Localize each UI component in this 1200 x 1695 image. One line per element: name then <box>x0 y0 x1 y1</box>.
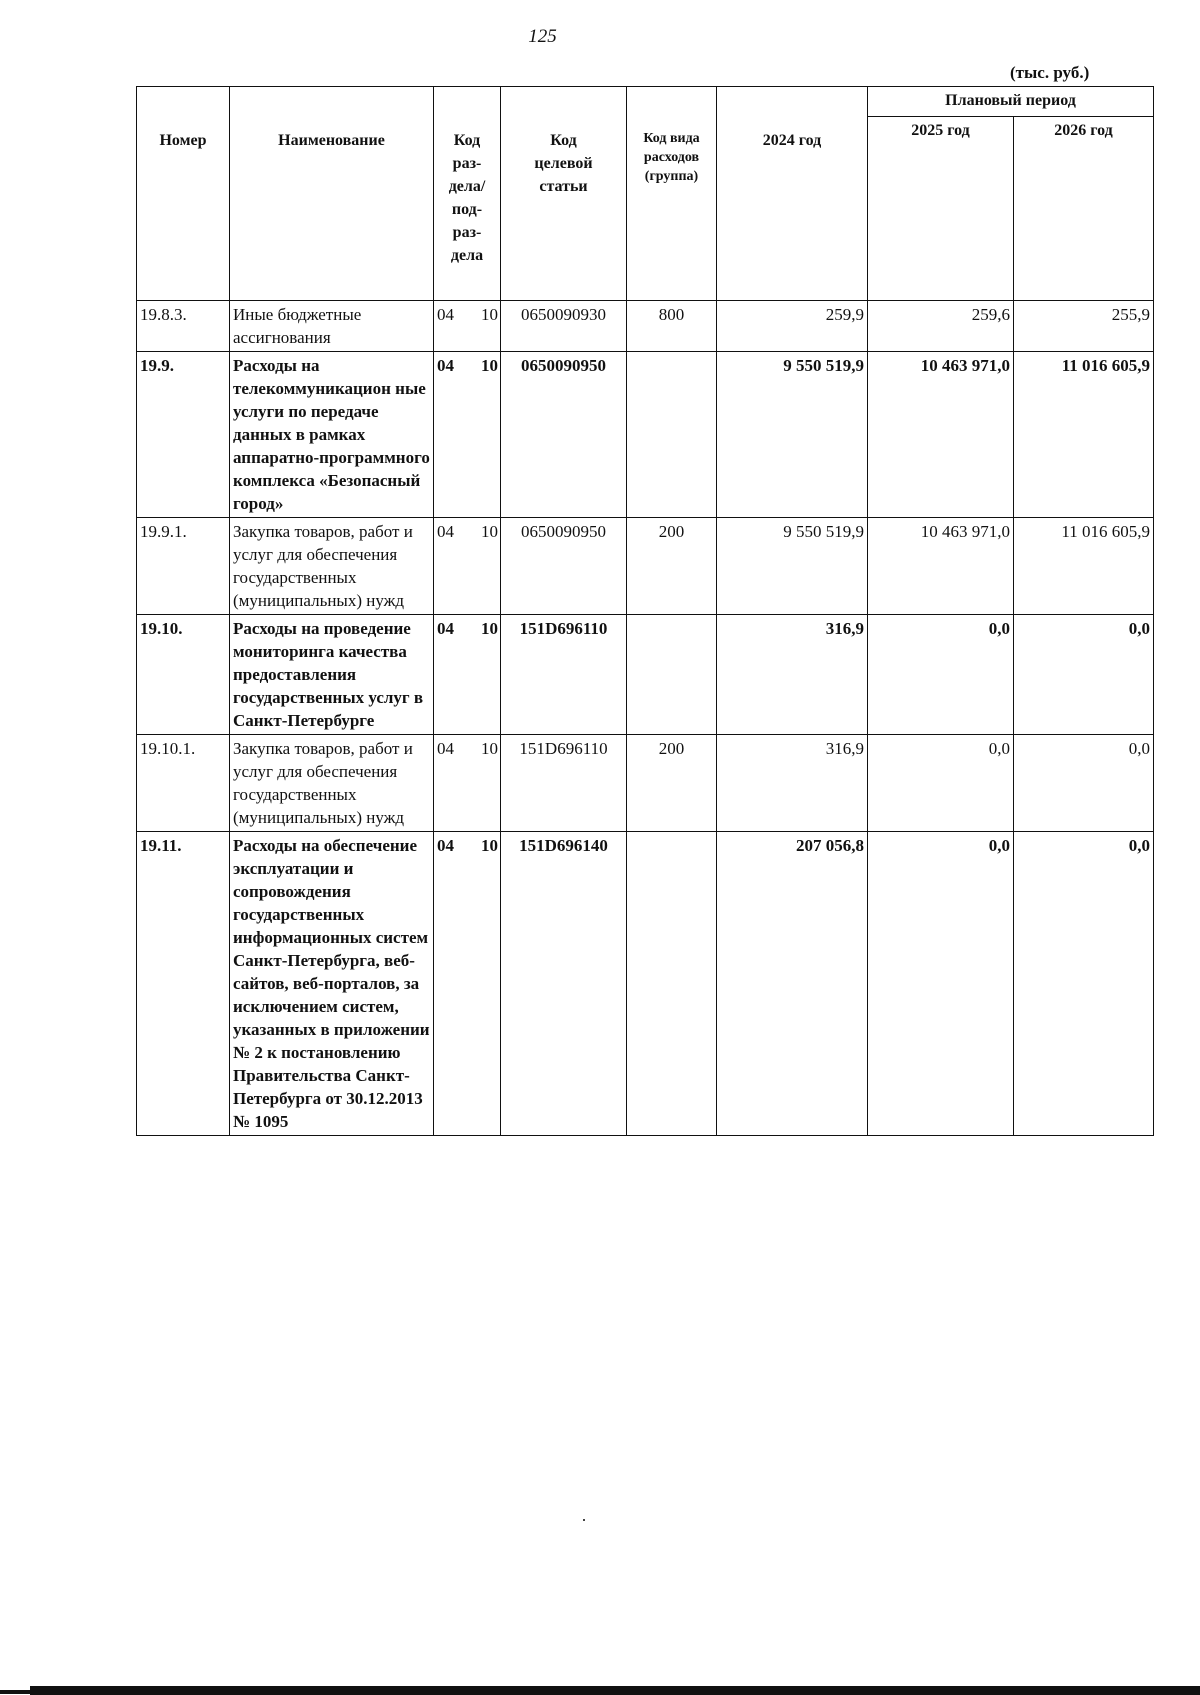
row-2025: 0,0 <box>868 735 1014 832</box>
row-target: 0650090930 <box>501 301 627 352</box>
row-number: 19.11. <box>137 832 230 1136</box>
row-rzpr: 04 10 <box>434 301 501 352</box>
row-rzpr: 04 10 <box>434 832 501 1136</box>
row-2026: 11 016 605,9 <box>1014 352 1154 518</box>
row-target: 151D696110 <box>501 735 627 832</box>
row-name: Закупка товаров, работ и услуг для обеспечения государственных (муниципальных) нужд <box>230 735 434 832</box>
row-2026: 0,0 <box>1014 832 1154 1136</box>
row-2024: 9 550 519,9 <box>717 352 868 518</box>
scan-speck <box>583 1519 585 1521</box>
row-2025: 0,0 <box>868 615 1014 735</box>
row-2026: 0,0 <box>1014 735 1154 832</box>
row-rzpr: 04 10 <box>434 352 501 518</box>
header-planned-period: Плановый период <box>868 87 1154 117</box>
row-target: 0650090950 <box>501 352 627 518</box>
header-2024: 2024 год <box>717 87 868 301</box>
row-kvr: 200 <box>627 518 717 615</box>
row-2025: 10 463 971,0 <box>868 518 1014 615</box>
row-kvr: 800 <box>627 301 717 352</box>
row-name: Иные бюджетные ассигнования <box>230 301 434 352</box>
page-number: 125 <box>528 26 557 47</box>
row-kvr <box>627 352 717 518</box>
row-2024: 316,9 <box>717 615 868 735</box>
row-rzpr: 04 10 <box>434 615 501 735</box>
row-name: Закупка товаров, работ и услуг для обеспечения государственных (муниципальных) нужд <box>230 518 434 615</box>
row-2024: 9 550 519,9 <box>717 518 868 615</box>
scan-edge-bar <box>30 1686 1200 1695</box>
row-number: 19.9.1. <box>137 518 230 615</box>
row-2026: 0,0 <box>1014 615 1154 735</box>
row-number: 19.10.1. <box>137 735 230 832</box>
header-row <box>137 87 1154 117</box>
row-2025: 259,6 <box>868 301 1014 352</box>
header-2025: 2025 год <box>868 117 1014 301</box>
budget-table <box>136 86 1154 1136</box>
header-number: Номер <box>137 87 230 301</box>
header-target: Код целевой статьи <box>501 87 627 301</box>
table-row <box>137 832 1154 1136</box>
row-name: Расходы на телекоммуникацион ные услуги по передаче данных в рамках аппаратно-программного комплекса «Безопасный город» <box>230 352 434 518</box>
row-2026: 11 016 605,9 <box>1014 518 1154 615</box>
header-rzpr: Код раз- дела/ под- раз- дела <box>434 87 501 301</box>
row-2024: 207 056,8 <box>717 832 868 1136</box>
table-row <box>137 615 1154 735</box>
row-name: Расходы на обеспечение эксплуатации и сопровождения государственных информационных систем Санкт-Петербурга, веб-сайтов, веб-порталов, за исключением систем, указанных в приложении № 2 к постановлению Правительства Санкт-Петербурга от 30.12.2013 № 1095 <box>230 832 434 1136</box>
table-row <box>137 301 1154 352</box>
header-kvr: Код вида расходов (группа) <box>627 87 717 301</box>
row-2026: 255,9 <box>1014 301 1154 352</box>
row-number: 19.8.3. <box>137 301 230 352</box>
row-name: Расходы на проведение мониторинга качества предоставления государственных услуг в Санкт-Петербурге <box>230 615 434 735</box>
row-number: 19.10. <box>137 615 230 735</box>
table-row <box>137 735 1154 832</box>
row-2024: 259,9 <box>717 301 868 352</box>
table-row <box>137 518 1154 615</box>
row-kvr <box>627 832 717 1136</box>
header-name: Наименование <box>230 87 434 301</box>
row-number: 19.9. <box>137 352 230 518</box>
table-row <box>137 352 1154 518</box>
header-2026: 2026 год <box>1014 117 1154 301</box>
row-kvr <box>627 615 717 735</box>
row-target: 0650090950 <box>501 518 627 615</box>
row-target: 151D696110 <box>501 615 627 735</box>
row-2025: 10 463 971,0 <box>868 352 1014 518</box>
row-rzpr: 04 10 <box>434 518 501 615</box>
row-2024: 316,9 <box>717 735 868 832</box>
units-label: (тыс. руб.) <box>1010 63 1090 82</box>
row-rzpr: 04 10 <box>434 735 501 832</box>
row-2025: 0,0 <box>868 832 1014 1136</box>
scan-edge-taper <box>0 1690 60 1694</box>
row-target: 151D696140 <box>501 832 627 1136</box>
row-kvr: 200 <box>627 735 717 832</box>
